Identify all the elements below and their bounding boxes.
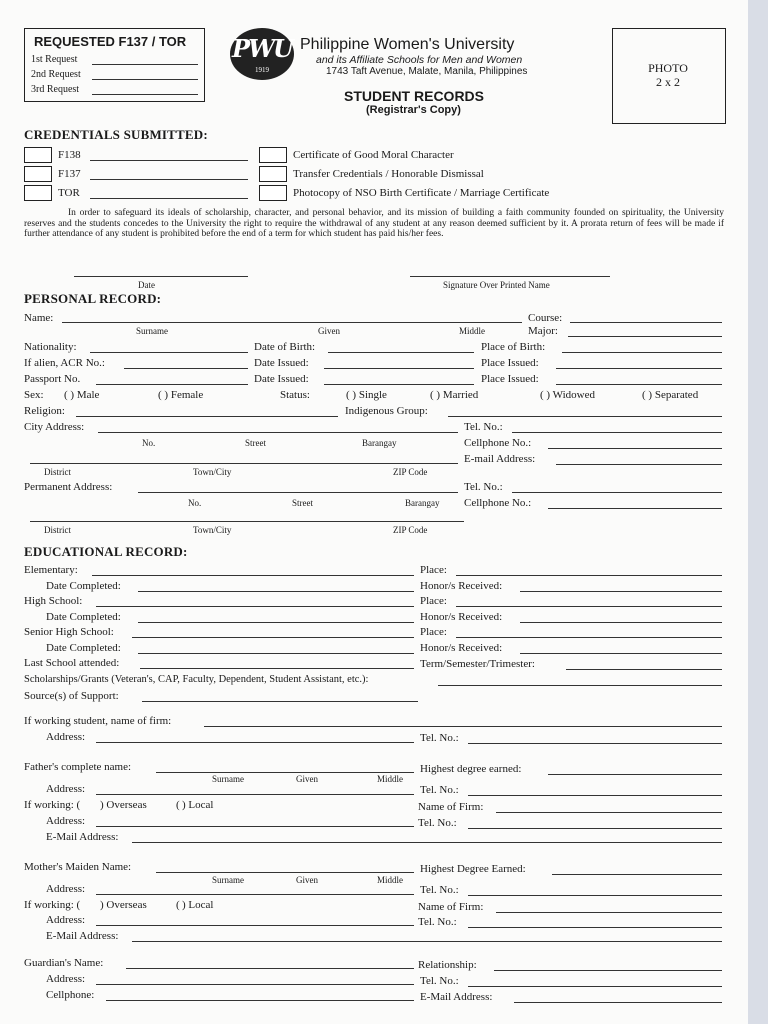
mother-degree-label: Highest Degree Earned: (420, 863, 526, 875)
father-local-paren: ( (176, 799, 180, 811)
course-label: Course: (528, 312, 563, 324)
religion-field[interactable] (76, 416, 338, 417)
status-separated-option[interactable]: ( ) Separated (642, 389, 699, 401)
date-field[interactable] (74, 276, 248, 277)
form-subtitle: (Registrar's Copy) (366, 104, 461, 116)
senior-high-date-field[interactable] (138, 653, 414, 654)
permanent-address-line-2[interactable] (30, 521, 464, 522)
scholarships-label: Scholarships/Grants (Veteran's, CAP, Faculty, Dependent, Student Assistant, etc.): (24, 674, 369, 685)
guardian-address-label: Address: (46, 973, 86, 985)
senior-high-label: Senior High School: (24, 626, 114, 638)
f137-checkbox[interactable] (24, 166, 52, 182)
disclaimer-paragraph: In order to safeguard its ideals of scholarship, character, and personal behavior, and its mission of building a faith community founded on spirituality, the University reserves and the students concedes to the University the right to require the withdrawal of any student at any reason deemed sufficient by it. A prorata return of fees will be made if further attendance of any student is prohibited before the end of a term for which student has paid his/her fees. (24, 208, 724, 239)
permanent-no-caption: No. (188, 498, 202, 508)
permanent-street-caption: Street (292, 498, 313, 508)
relationship-field[interactable] (494, 970, 722, 971)
senior-high-date-label: Date Completed: (46, 642, 121, 654)
high-school-honors-field[interactable] (520, 622, 722, 623)
elementary-field[interactable] (92, 575, 414, 576)
elementary-honors-field[interactable] (520, 591, 722, 592)
first-request-field[interactable] (92, 64, 198, 65)
father-surname-caption: Surname (212, 774, 244, 784)
logo-monogram: PWU (232, 34, 292, 63)
elementary-honors-label: Honor/s Received: (420, 580, 503, 592)
city-street-caption: Street (245, 438, 266, 448)
father-email-label: E-Mail Address: (46, 831, 119, 843)
support-field[interactable] (142, 701, 418, 702)
mother-name-field[interactable] (156, 872, 414, 873)
mother-tel-field[interactable] (468, 895, 722, 896)
elementary-date-field[interactable] (138, 591, 414, 592)
request-box-title: REQUESTED F137 / TOR (34, 34, 187, 49)
signature-label: Signature Over Printed Name (443, 280, 550, 290)
term-label: Term/Semester/Trimester: (420, 658, 535, 670)
permanent-tel-field[interactable] (512, 492, 722, 493)
third-request-label: 3rd Request (31, 84, 80, 95)
acr-field[interactable] (124, 368, 248, 369)
acr-label: If alien, ACR No.: (24, 357, 105, 369)
mother-work-address-label: Address: (46, 914, 86, 926)
birth-certificate-checkbox[interactable] (259, 185, 287, 201)
mother-name-label: Mother's Maiden Name: (24, 861, 132, 873)
status-label: Status: (280, 389, 310, 401)
elementary-label: Elementary: (24, 564, 78, 576)
permanent-address-label: Permanent Address: (24, 481, 113, 493)
permanent-cellphone-field[interactable] (548, 508, 722, 509)
father-degree-label: Highest degree earned: (420, 763, 522, 775)
firm-tel-label: Tel. No.: (420, 732, 459, 744)
father-given-caption: Given (296, 774, 318, 784)
birth-certificate-label: Photocopy of NSO Birth Certificate / Marriage Certificate (293, 187, 550, 199)
passport-date-issued-label: Date Issued: (254, 373, 309, 385)
email-field[interactable] (556, 464, 722, 465)
personal-record-heading: PERSONAL RECORD: (24, 291, 162, 306)
f138-label: F138 (58, 149, 81, 161)
senior-high-field[interactable] (132, 637, 414, 638)
father-work-tel-field[interactable] (468, 828, 722, 829)
city-no-caption: No. (142, 438, 156, 448)
permanent-district-caption: District (44, 525, 71, 535)
high-school-honors-label: Honor/s Received: (420, 611, 503, 623)
transfer-credentials-checkbox[interactable] (259, 166, 287, 182)
firm-address-field[interactable] (96, 742, 414, 743)
surname-caption: Surname (136, 326, 168, 336)
father-working-label: If working: ( (24, 799, 81, 811)
firm-tel-field[interactable] (468, 743, 722, 744)
permanent-address-field[interactable] (138, 492, 458, 493)
father-address-field[interactable] (96, 794, 414, 795)
guardian-tel-field[interactable] (468, 986, 722, 987)
mother-email-label: E-Mail Address: (46, 930, 119, 942)
mother-local-option[interactable]: ) Local (182, 899, 214, 911)
acr-place-issued-label: Place Issued: (481, 357, 539, 369)
mother-email-field[interactable] (132, 941, 722, 942)
religion-label: Religion: (24, 405, 65, 417)
last-school-label: Last School attended: (24, 657, 120, 669)
high-school-place-label: Place: (420, 595, 447, 607)
scholarships-field[interactable] (438, 685, 722, 686)
relationship-label: Relationship: (418, 959, 477, 971)
father-name-field[interactable] (156, 772, 414, 773)
father-firm-label: Name of Firm: (418, 801, 484, 813)
credentials-heading: CREDENTIALS SUBMITTED: (24, 127, 208, 142)
status-married-option[interactable]: ( ) Married (430, 389, 479, 401)
cellphone-field[interactable] (548, 448, 722, 449)
last-school-field[interactable] (140, 668, 414, 669)
second-request-label: 2nd Request (31, 69, 81, 80)
high-school-field[interactable] (96, 606, 414, 607)
city-address-label: City Address: (24, 421, 85, 433)
mother-overseas-option[interactable]: ) Overseas (100, 899, 147, 911)
nationality-field[interactable] (90, 352, 248, 353)
city-district-caption: District (44, 467, 71, 477)
photo-label: PHOTO (648, 61, 688, 75)
tor-label: TOR (58, 187, 80, 199)
high-school-place-field[interactable] (456, 606, 722, 607)
pob-field[interactable] (562, 352, 722, 353)
elementary-place-label: Place: (420, 564, 447, 576)
guardian-email-field[interactable] (514, 1002, 722, 1003)
photo-size: 2 x 2 (656, 75, 680, 89)
passport-place-issued-label: Place Issued: (481, 373, 539, 385)
acr-place-issued-field[interactable] (556, 368, 722, 369)
name-field[interactable] (62, 322, 522, 323)
acr-date-issued-label: Date Issued: (254, 357, 309, 369)
tor-checkbox[interactable] (24, 185, 52, 201)
guardian-address-field[interactable] (96, 984, 414, 985)
university-address: 1743 Taft Avenue, Malate, Manila, Philippines (326, 66, 528, 77)
father-work-address-label: Address: (46, 815, 86, 827)
high-school-label: High School: (24, 595, 83, 607)
permanent-cellphone-label: Cellphone No.: (464, 497, 532, 509)
city-tel-field[interactable] (512, 432, 722, 433)
dob-label: Date of Birth: (254, 341, 316, 353)
mother-middle-caption: Middle (377, 875, 403, 885)
city-town-caption: Town/City (193, 467, 232, 477)
form-title: STUDENT RECORDS (344, 88, 485, 104)
university-logo (230, 28, 294, 80)
support-label: Source(s) of Support: (24, 690, 119, 702)
page-edge (748, 0, 768, 1024)
father-work-tel-label: Tel. No.: (418, 817, 457, 829)
course-field[interactable] (570, 322, 722, 323)
father-tel-field[interactable] (468, 795, 722, 796)
father-tel-label: Tel. No.: (420, 784, 459, 796)
father-local-option[interactable]: ) Local (182, 799, 214, 811)
dob-field[interactable] (328, 352, 474, 353)
acr-date-issued-field[interactable] (324, 368, 474, 369)
passport-date-issued-field[interactable] (324, 384, 474, 385)
indigenous-field[interactable] (448, 416, 722, 417)
high-school-date-label: Date Completed: (46, 611, 121, 623)
good-moral-label: Certificate of Good Moral Character (293, 149, 454, 161)
father-firm-field[interactable] (496, 812, 722, 813)
permanent-tel-label: Tel. No.: (464, 481, 503, 493)
affiliate-schools: and its Affiliate Schools for Men and Women (316, 54, 523, 66)
father-address-label: Address: (46, 783, 86, 795)
guardian-email-label: E-Mail Address: (420, 991, 493, 1003)
tor-field[interactable] (90, 198, 248, 199)
major-field[interactable] (568, 336, 722, 337)
permanent-zip-caption: ZIP Code (393, 525, 428, 535)
mother-tel-label: Tel. No.: (420, 884, 459, 896)
passport-label: Passport No. (24, 373, 81, 385)
signature-field[interactable] (410, 276, 610, 277)
senior-high-place-label: Place: (420, 626, 447, 638)
city-tel-label: Tel. No.: (464, 421, 503, 433)
father-name-label: Father's complete name: (24, 761, 132, 773)
father-overseas-option[interactable]: ) Overseas (100, 799, 147, 811)
date-label: Date (138, 280, 155, 290)
sex-male-option[interactable]: ( ) Male (64, 389, 100, 401)
sex-label: Sex: (24, 389, 44, 401)
working-firm-label: If working student, name of firm: (24, 715, 172, 727)
firm-address-label: Address: (46, 731, 86, 743)
city-zip-caption: ZIP Code (393, 467, 428, 477)
email-label: E-mail Address: (464, 453, 536, 465)
mother-firm-label: Name of Firm: (418, 901, 484, 913)
guardian-tel-label: Tel. No.: (420, 975, 459, 987)
first-request-label: 1st Request (31, 54, 78, 65)
indigenous-label: Indigenous Group: (345, 405, 428, 417)
permanent-town-caption: Town/City (193, 525, 232, 535)
second-request-field[interactable] (92, 79, 198, 80)
senior-high-honors-label: Honor/s Received: (420, 642, 503, 654)
permanent-barangay-caption: Barangay (405, 498, 440, 508)
f138-field[interactable] (90, 160, 248, 161)
mother-work-tel-label: Tel. No.: (418, 916, 457, 928)
senior-high-place-field[interactable] (456, 637, 722, 638)
mother-address-label: Address: (46, 883, 86, 895)
elementary-date-label: Date Completed: (46, 580, 121, 592)
city-address-field[interactable] (98, 432, 458, 433)
father-middle-caption: Middle (377, 774, 403, 784)
mother-address-field[interactable] (96, 894, 414, 895)
working-firm-field[interactable] (204, 726, 722, 727)
name-label: Name: (24, 312, 54, 324)
city-address-line-2[interactable] (30, 463, 458, 464)
mother-firm-field[interactable] (496, 912, 722, 913)
guardian-name-label: Guardian's Name: (24, 957, 104, 969)
given-caption: Given (318, 326, 340, 336)
father-degree-field[interactable] (548, 774, 722, 775)
mother-work-tel-field[interactable] (468, 927, 722, 928)
mother-working-label: If working: ( (24, 899, 81, 911)
f137-field[interactable] (90, 179, 248, 180)
status-widowed-option[interactable]: ( ) Widowed (540, 389, 595, 401)
mother-given-caption: Given (296, 875, 318, 885)
father-email-field[interactable] (132, 842, 722, 843)
middle-caption: Middle (459, 326, 485, 336)
mother-local-paren: ( (176, 899, 180, 911)
transfer-credentials-label: Transfer Credentials / Honorable Dismissal (293, 168, 484, 180)
educational-record-heading: EDUCATIONAL RECORD: (24, 544, 188, 559)
major-label: Major: (528, 325, 558, 337)
pob-label: Place of Birth: (481, 341, 546, 353)
elementary-place-field[interactable] (456, 575, 722, 576)
mother-work-address-field[interactable] (96, 925, 414, 926)
mother-surname-caption: Surname (212, 875, 244, 885)
term-field[interactable] (566, 669, 722, 670)
mother-degree-field[interactable] (552, 874, 722, 875)
passport-place-issued-field[interactable] (556, 384, 722, 385)
high-school-date-field[interactable] (138, 622, 414, 623)
logo-year: 1919 (255, 66, 269, 74)
cellphone-label: Cellphone No.: (464, 437, 532, 449)
university-name: Philippine Women's University (300, 36, 515, 53)
sex-female-option[interactable]: ( ) Female (158, 389, 204, 401)
guardian-name-field[interactable] (126, 968, 414, 969)
guardian-cellphone-field[interactable] (106, 1000, 414, 1001)
f137-label: F137 (58, 168, 81, 180)
f138-checkbox[interactable] (24, 147, 52, 163)
senior-high-honors-field[interactable] (520, 653, 722, 654)
passport-field[interactable] (96, 384, 248, 385)
status-single-option[interactable]: ( ) Single (346, 389, 387, 401)
guardian-cellphone-label: Cellphone: (46, 989, 95, 1001)
nationality-label: Nationality: (24, 341, 77, 353)
good-moral-checkbox[interactable] (259, 147, 287, 163)
city-barangay-caption: Barangay (362, 438, 397, 448)
father-work-address-field[interactable] (96, 826, 414, 827)
third-request-field[interactable] (92, 94, 198, 95)
